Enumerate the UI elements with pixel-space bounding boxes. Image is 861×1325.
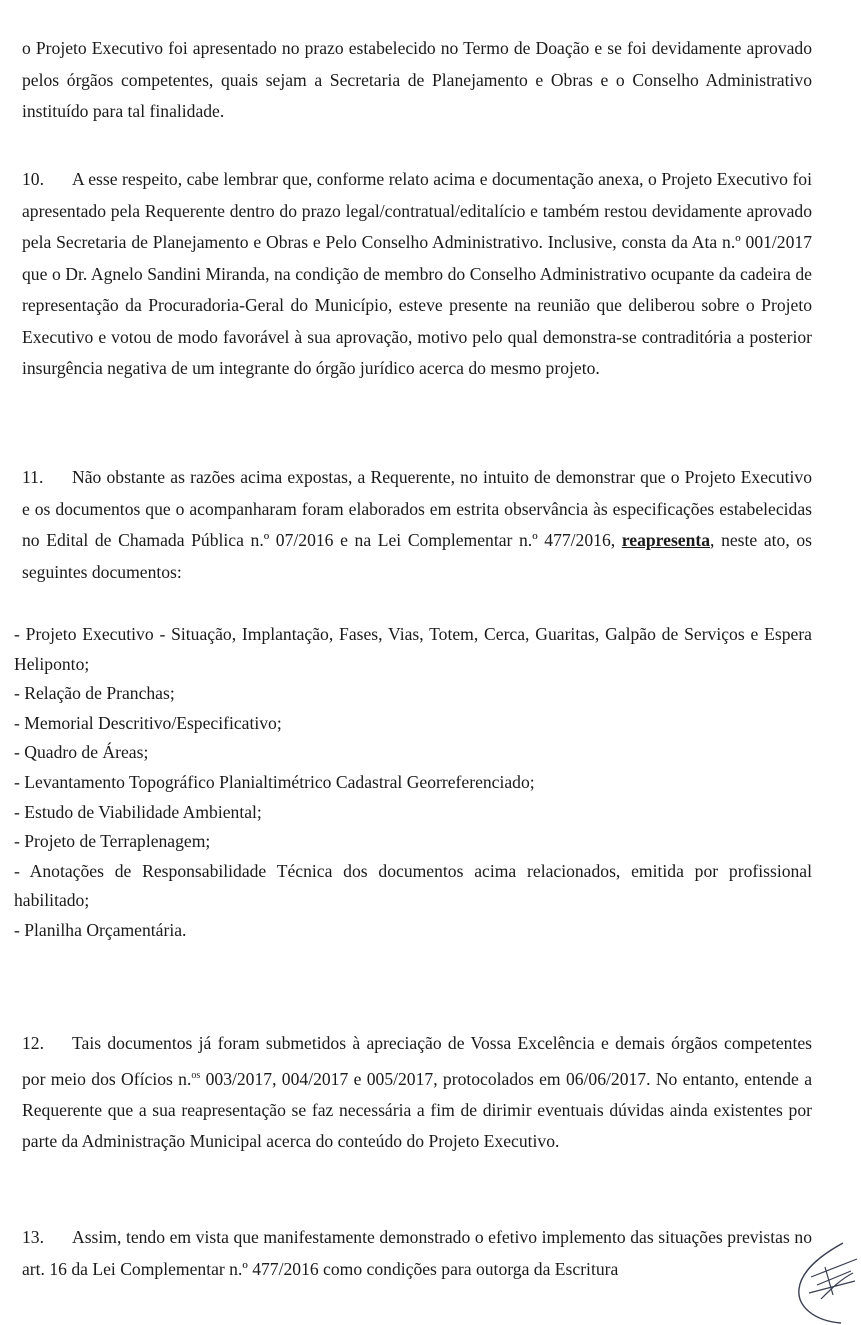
list-item: - Quadro de Áreas; — [14, 742, 149, 763]
paragraph-number: 12. — [22, 1033, 44, 1053]
list-item: - Memorial Descritivo/Especificativo; — [14, 712, 282, 733]
handwritten-signature-icon — [781, 1237, 861, 1325]
list-item: - Levantamento Topográfico Planialtimétrico Cadastral Georreferenciado; — [14, 771, 535, 792]
paragraph-text: Tais documentos já foram submetidos à apreciação de Vossa Excelência e demais órgãos competentes por meio dos Ofícios n. — [22, 1033, 812, 1089]
paragraph-text: A esse respeito, cabe lembrar que, conforme relato acima e documentação anexa, o Projeto Executivo foi apresentado pela Requerente dentro do prazo legal/contratual/editalício e também restou devidamente aprovado pela Secretaria de Planejamento e Obras e Pelo Conselho Administrativo. Inclusive, consta da Ata n.º 001/2017 que o Dr. Agnelo Sandini Miranda, na condição de membro do Conselho Administrativo ocupante da cadeira de representação da Procuradoria-Geral do Município, esteve presente na reunião que deliberou sobre o Projeto Executivo e votou de modo favorável à sua aprovação, motivo pelo qual demonstra-se contraditória a posterior insurgência negativa de um integrante do órgão jurídico acerca do mesmo projeto. — [22, 169, 812, 378]
superscript-os: os — [191, 1069, 201, 1081]
paragraph-number: 13. — [22, 1227, 44, 1247]
list-item: - Projeto Executivo - Situação, Implantação, Fases, Vias, Totem, Cerca, Guaritas, Galpão de Serviços e Espera Heliponto; — [14, 624, 812, 674]
paragraph-text: Assim, tendo em vista que manifestamente demonstrado o efetivo implemento das situações previstas no art. 16 da Lei Complementar n.º 477/2016 como condições para outorga da Escritura — [22, 1227, 812, 1279]
paragraph-number: 11. — [22, 467, 44, 487]
paragraph-number: 10. — [22, 169, 44, 189]
list-item: - Anotações de Responsabilidade Técnica dos documentos acima relacionados, emitida por profissional habilitado; — [14, 860, 812, 911]
intro-paragraph — [22, 33, 812, 128]
list-item: - Estudo de Viabilidade Ambiental; — [14, 801, 262, 822]
list-item: - Relação de Pranchas; — [14, 683, 175, 704]
paragraph-text-end: 003/2017, 004/2017 e 005/2017, protocolados em 06/06/2017. No entanto, entende a Requerente que a sua reapresentação se faz necessária a fim de dirimir eventuais dúvidas ainda existentes por parte da Administração Municipal acerca do conteúdo do Projeto Executivo. — [22, 1068, 813, 1152]
paragraph-text: Não obstante as razões acima expostas, a Requerente, no intuito de demonstrar que o Projeto Executivo e os documentos que o acompanharam foram elaborados em estrita observância às especificações estabelecidas no Edital de Chamada Pública n.º 07/2016 e na Lei Complementar n.º 477/2016, — [22, 467, 812, 550]
list-item: - Projeto de Terraplenagem; — [14, 831, 211, 852]
list-item: - Planilha Orçamentária. — [14, 919, 187, 940]
paragraph-text-end: , neste ato, os seguintes documentos: — [22, 530, 812, 582]
paragraph-13 — [22, 1222, 812, 1285]
paragraph-10 — [22, 164, 812, 385]
paragraph-12 — [22, 1028, 812, 1158]
intro-text: o Projeto Executivo foi apresentado no prazo estabelecido no Termo de Doação e se foi devidamente aprovado pelos órgãos competentes, quais sejam a Secretaria de Planejamento e Obras e o Conselho Administrativo instituído para tal finalidade. — [22, 38, 812, 121]
document-list — [14, 620, 812, 946]
paragraph-11 — [22, 462, 812, 588]
emphasis-reapresenta: reapresenta — [621, 530, 711, 550]
